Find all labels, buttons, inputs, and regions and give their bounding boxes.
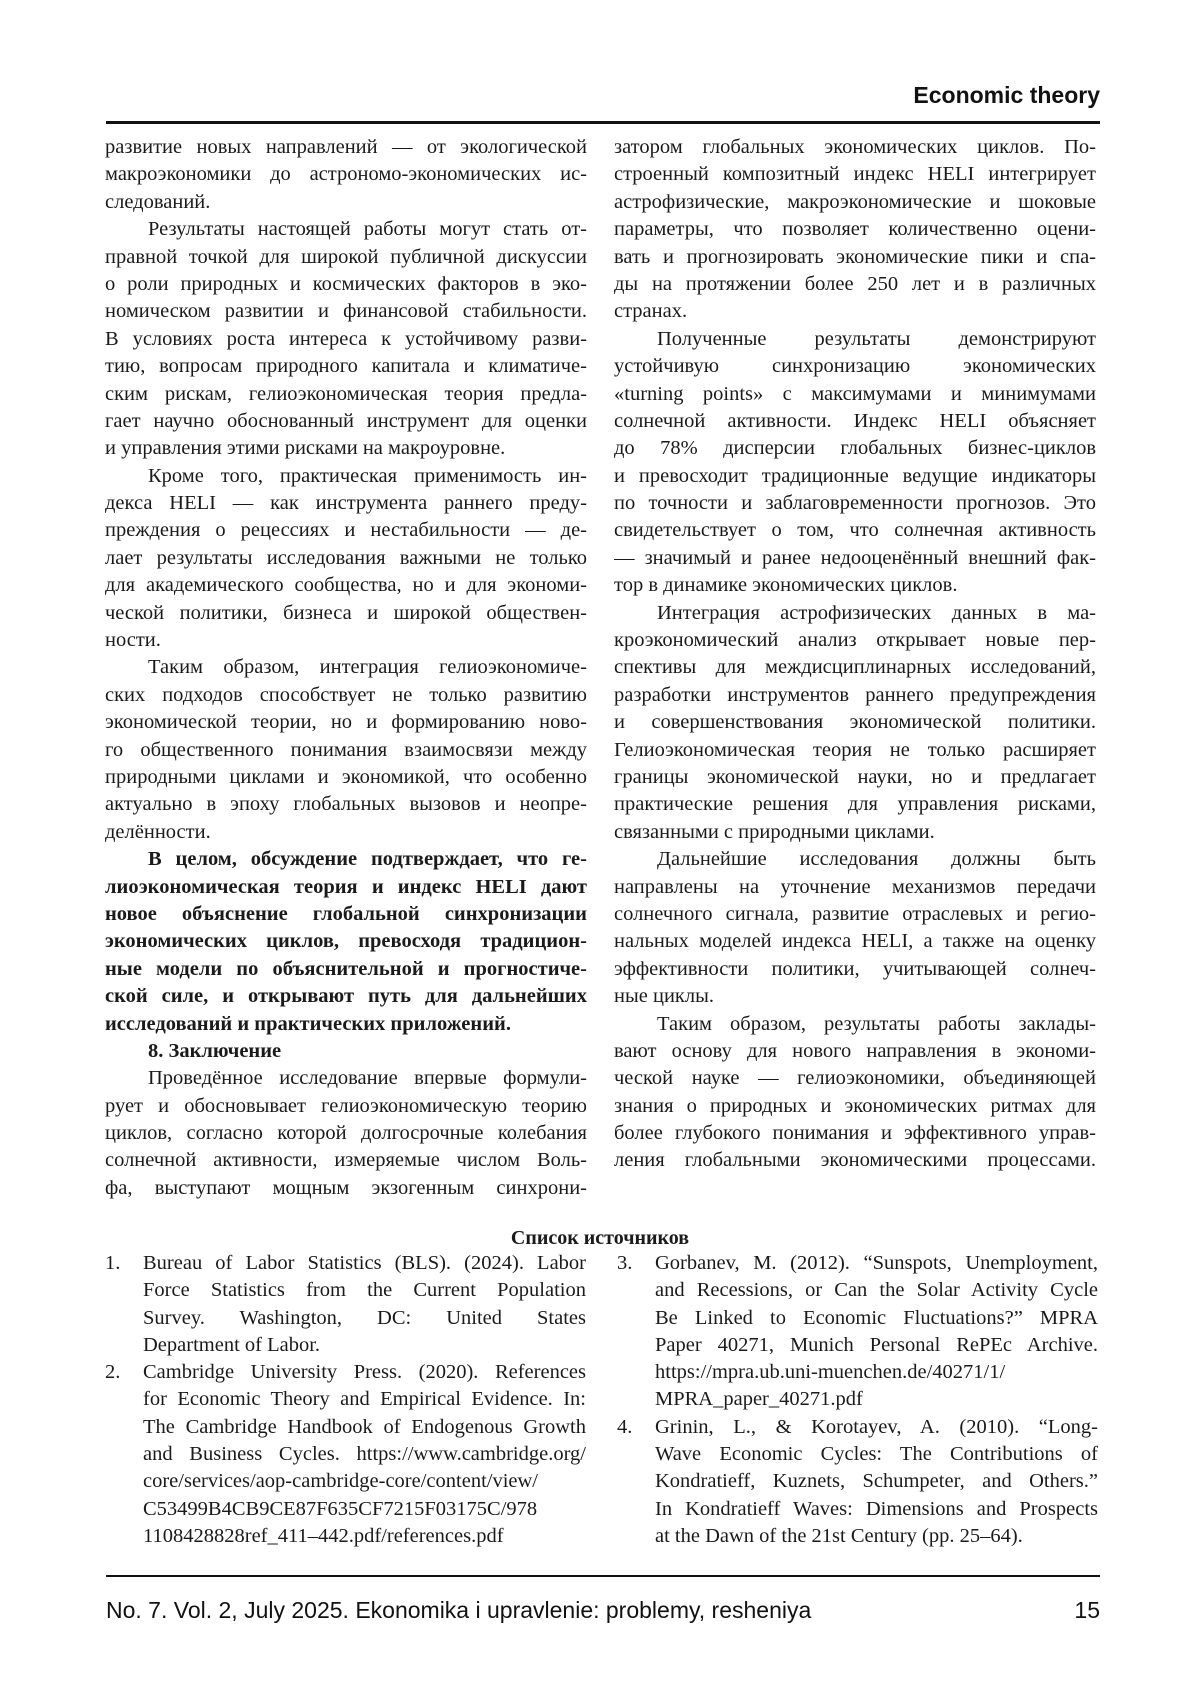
paragraph — [105, 1065, 587, 1202]
text-line: эффективности политики, учитывающей солнеч- — [614, 956, 1096, 983]
text-line: практические решения для управления рисками, — [614, 791, 1096, 818]
text-line: лиоэкономическая теория и индекс HELI дают — [105, 874, 587, 901]
text-line: ления глобальными экономическими процессами. — [614, 1147, 1096, 1174]
text-line: Интеграция астрофизических данных в ма- — [614, 600, 1096, 627]
text-line: 8. Заключение — [105, 1038, 587, 1065]
text-line: ским рискам, гелиоэкономическая теория предла- — [105, 381, 587, 408]
text-line: параметры, что позволяет количественно оцени- — [614, 216, 1096, 243]
text-line: тор в динамике экономических циклов. — [614, 572, 1096, 599]
text-line: границы экономической науки, но и предлагает — [614, 764, 1096, 791]
text-line: ческой науке — гелиоэкономики, объединяющей — [614, 1065, 1096, 1092]
reference-number: 2. — [105, 1359, 120, 1386]
text-line: странах. — [614, 298, 1096, 325]
text-line: нальных моделей индекса HELI, а также на оценку — [614, 928, 1096, 955]
reference-line: Be Linked to Economic Fluctuations?” MPRA — [655, 1305, 1098, 1332]
text-line: следований. — [105, 189, 587, 216]
text-line: ные модели по объяснительной и прогностиче- — [105, 956, 587, 983]
reference-line: The Cambridge Handbook of Endogenous Growth — [143, 1414, 586, 1441]
paragraph — [614, 134, 1096, 326]
reference-line: for Economic Theory and Empirical Evidence. In: — [143, 1386, 586, 1413]
text-line: Дальнейшие исследования должны быть — [614, 846, 1096, 873]
reference-line: Grinin, L., & Korotayev, A. (2010). “Long- — [655, 1414, 1098, 1441]
text-line: разработки инструментов раннего предупреждения — [614, 682, 1096, 709]
text-line: преждения о рецессиях и нестабильности — де- — [105, 517, 587, 544]
text-line: устойчивую синхронизацию экономических — [614, 353, 1096, 380]
reference-line: core/services/aop-cambridge-core/content/view/ — [143, 1468, 586, 1495]
paragraph — [105, 134, 587, 216]
text-line: тию, вопросам природного капитала и климатиче- — [105, 353, 587, 380]
text-line: экономических циклов, превосходя традицион- — [105, 928, 587, 955]
text-line: В условиях роста интереса к устойчивому разви- — [105, 326, 587, 353]
paragraph — [614, 600, 1096, 847]
text-line: макроэкономики до астрономо-экономических ис- — [105, 161, 587, 188]
section-heading — [105, 1038, 587, 1065]
text-line: развитие новых направлений — от экологической — [105, 134, 587, 161]
text-line: номическом развитии и финансовой стабильности. — [105, 298, 587, 325]
reference-line: and Recessions, or Can the Solar Activity Cycle — [655, 1277, 1098, 1304]
text-line: правной точкой для широкой публичной дискуссии — [105, 244, 587, 271]
reference-number: 3. — [617, 1250, 632, 1277]
text-column-left — [105, 134, 587, 1202]
header-divider — [106, 121, 1100, 124]
text-line: гает научно обоснованный инструмент для оценки — [105, 408, 587, 435]
running-header: Economic theory — [913, 82, 1100, 109]
text-line: лает результаты исследования важными не только — [105, 545, 587, 572]
text-line: о роли природных и космических факторов в эко- — [105, 271, 587, 298]
reference-line: In Kondratieff Waves: Dimensions and Prospects — [655, 1496, 1098, 1523]
text-line: солнечного сигнала, развитие отраслевых и регио- — [614, 901, 1096, 928]
text-line: В целом, обсуждение подтверждает, что ге- — [105, 846, 587, 873]
paragraph — [614, 326, 1096, 600]
reference-line: Cambridge University Press. (2020). References — [143, 1359, 586, 1386]
references-column-right — [617, 1250, 1107, 1550]
text-line: природными циклами и экономикой, что особенно — [105, 764, 587, 791]
reference-item — [617, 1414, 1107, 1550]
text-line: знания о природных и экономических ритмах для — [614, 1093, 1096, 1120]
text-line: затором глобальных экономических циклов. По- — [614, 134, 1096, 161]
text-line: и совершенствования экономической политики. — [614, 709, 1096, 736]
text-line: вают основу для нового направления в экономи- — [614, 1038, 1096, 1065]
text-line: строенный композитный индекс HELI интегрирует — [614, 161, 1096, 188]
reference-line: at the Dawn of the 21st Century (pp. 25–64). — [655, 1523, 1098, 1550]
text-line: астрофизические, макроэкономические и шоковые — [614, 189, 1096, 216]
text-line: циклов, согласно которой долгосрочные колебания — [105, 1120, 587, 1147]
text-line: фа, выступают мощным экзогенным синхрони- — [105, 1175, 587, 1202]
reference-line: https://mpra.ub.uni-muenchen.de/40271/1/ — [655, 1359, 1098, 1386]
paragraph — [614, 846, 1096, 1010]
reference-number: 4. — [617, 1414, 632, 1441]
text-line: кроэкономический анализ открывает новые пер- — [614, 627, 1096, 654]
text-line: до 78% дисперсии глобальных бизнес-циклов — [614, 435, 1096, 462]
reference-number: 1. — [105, 1250, 120, 1277]
reference-line: Force Statistics from the Current Population — [143, 1277, 586, 1304]
text-line: ные циклы. — [614, 983, 1096, 1010]
text-column-right — [614, 134, 1096, 1175]
text-line: и превосходит традиционные ведущие индикаторы — [614, 463, 1096, 490]
text-line: ческой политики, бизнеса и широкой обществен- — [105, 600, 587, 627]
reference-item — [105, 1359, 595, 1550]
reference-line: Wave Economic Cycles: The Contributions of — [655, 1441, 1098, 1468]
paragraph — [105, 216, 587, 463]
reference-line: Survey. Washington, DC: United States — [143, 1305, 586, 1332]
page-number: 15 — [1074, 1597, 1100, 1624]
paragraph — [614, 1011, 1096, 1175]
text-line: актуально в эпоху глобальных вызовов и неопре- — [105, 791, 587, 818]
text-line: более глубокого понимания и эффективного управ- — [614, 1120, 1096, 1147]
text-line: свидетельствует о том, что солнечная активность — [614, 517, 1096, 544]
text-line: Таким образом, результаты работы заклады- — [614, 1011, 1096, 1038]
paragraph — [105, 654, 587, 846]
text-line: и управления этими рисками на макроуровне. — [105, 435, 587, 462]
footer-divider — [106, 1575, 1100, 1577]
reference-line: Kondratieff, Kuznets, Schumpeter, and Others.” — [655, 1468, 1098, 1495]
text-line: декса HELI — как инструмента раннего преду- — [105, 490, 587, 517]
text-line: ды на протяжении более 250 лет и в различных — [614, 271, 1096, 298]
reference-line: MPRA_paper_40271.pdf — [655, 1386, 1098, 1413]
reference-line: Department of Labor. — [143, 1332, 586, 1359]
text-line: солнечной активности. Индекс HELI объясняет — [614, 408, 1096, 435]
text-line: ских подходов способствует не только развитию — [105, 682, 587, 709]
text-line: по точности и заблаговременности прогнозов. Это — [614, 490, 1096, 517]
reference-line: and Business Cycles. https://www.cambridge.org/ — [143, 1441, 586, 1468]
text-line: экономической теории, но и формированию ново- — [105, 709, 587, 736]
text-line: — значимый и ранее недооценённый внешний фак- — [614, 545, 1096, 572]
text-line: го общественного понимания взаимосвязи между — [105, 737, 587, 764]
text-line: ности. — [105, 627, 587, 654]
text-line: новое объяснение глобальной синхронизации — [105, 901, 587, 928]
text-line: рует и обосновывает гелиоэкономическую теорию — [105, 1093, 587, 1120]
reference-line: Gorbanev, M. (2012). “Sunspots, Unemployment, — [655, 1250, 1098, 1277]
text-line: связанными с природными циклами. — [614, 819, 1096, 846]
journal-footer: No. 7. Vol. 2, July 2025. Ekonomika i upravlenie: problemy, resheniya — [106, 1597, 811, 1624]
text-line: Результаты настоящей работы могут стать от- — [105, 216, 587, 243]
paragraph — [105, 846, 587, 1038]
text-line: спективы для междисциплинарных исследований, — [614, 654, 1096, 681]
text-line: Таким образом, интеграция гелиоэкономиче- — [105, 654, 587, 681]
text-line: Проведённое исследование впервые формули- — [105, 1065, 587, 1092]
text-line: ской силе, и открывают путь для дальнейших — [105, 983, 587, 1010]
text-line: исследований и практических приложений. — [105, 1011, 587, 1038]
text-line: Гелиоэкономическая теория не только расширяет — [614, 737, 1096, 764]
text-line: солнечной активности, измеряемые числом Воль- — [105, 1147, 587, 1174]
reference-line: Paper 40271, Munich Personal RePEc Archive. — [655, 1332, 1098, 1359]
text-line: Кроме того, практическая применимость ин- — [105, 463, 587, 490]
reference-line: 1108428828ref_411–442.pdf/references.pdf — [143, 1523, 586, 1550]
reference-item — [617, 1250, 1107, 1414]
text-line: «turning points» с максимумами и минимумами — [614, 381, 1096, 408]
references-column-left — [105, 1250, 595, 1550]
text-line: Полученные результаты демонстрируют — [614, 326, 1096, 353]
text-line: для академического сообщества, но и для экономи- — [105, 572, 587, 599]
reference-item — [105, 1250, 595, 1359]
references-heading: Список источников — [0, 1226, 1200, 1251]
reference-line: Bureau of Labor Statistics (BLS). (2024). Labor — [143, 1250, 586, 1277]
text-line: делённости. — [105, 819, 587, 846]
text-line: вать и прогнозировать экономические пики и спа- — [614, 244, 1096, 271]
text-line: направлены на уточнение механизмов передачи — [614, 874, 1096, 901]
paragraph — [105, 463, 587, 655]
reference-line: C53499B4CB9CE87F635CF7215F03175C/978 — [143, 1496, 586, 1523]
